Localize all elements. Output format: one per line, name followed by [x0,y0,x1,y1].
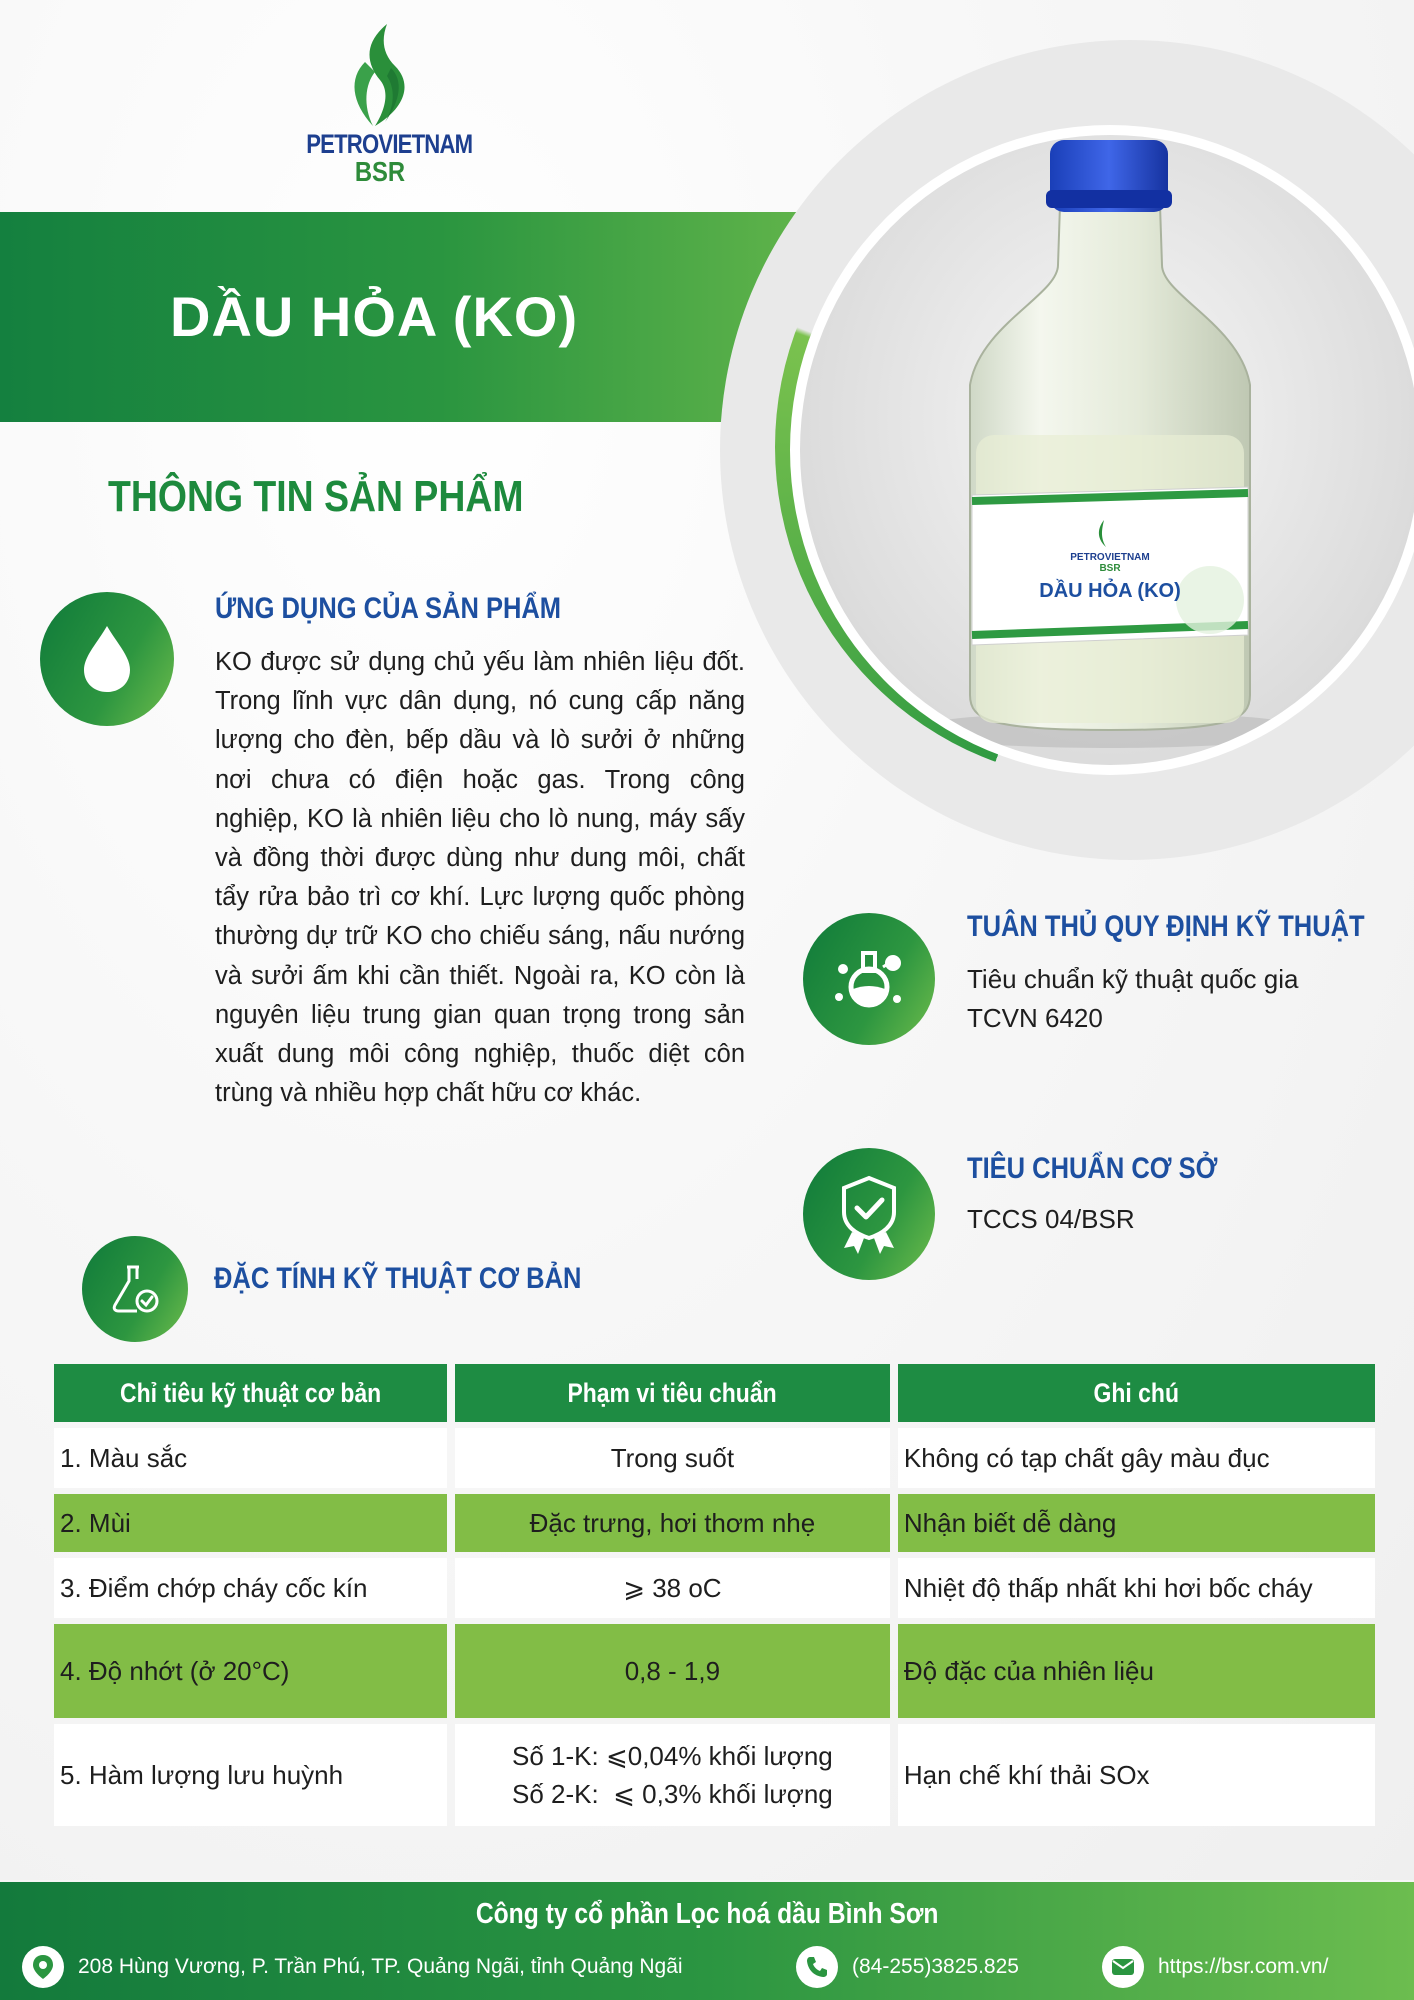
flame-leaf-icon [335,22,425,130]
table-header-row [54,1364,1375,1422]
spec-note: Nhận biết dễ dàng [898,1494,1375,1552]
spec-range: Đặc trưng, hơi thơm nhẹ [455,1494,890,1552]
beaker-check-icon [109,1263,161,1315]
bottle-label-unit: BSR [1099,563,1121,574]
phone-text: (84-255)3825.825 [852,1955,1019,1978]
usage-body: KO được sử dụng chủ yếu làm nhiên liệu đốt. Trong lĩnh vực dân dụng, nó cung cấp năng lượng cho đèn, bếp dầu và lò sưởi ở những nơi chưa có điện hoặc gas. Trong công nghiệp, KO là nhiên liệu cho lò nung, máy sấy và đồng thời được dùng như dung môi, chất tẩy rửa bảo trì cơ khí. Lực lượng quốc phòng thường dự trữ KO cho chiếu sáng, nấu nướng và sưởi ấm khi cần thiết. Ngoài ra, KO còn là nguyên liệu trung gian quan trọng trong sản xuất dung môi công nghiệp, thuốc diệt côn trùng và nhiều hợp chất hữu cơ khác. [215,648,745,1108]
compliance-line2: TCVN 6420 [967,1003,1103,1033]
standard-icon-badge [803,1148,935,1280]
spec-name: 4. Độ nhớt (ở 20°C) [54,1624,447,1718]
spec-name: 2. Mùi [54,1494,447,1552]
spec-range [455,1724,890,1826]
column-header: Phạm vi tiêu chuẩn [455,1364,890,1422]
standard-heading: TIÊU CHUẨN CƠ SỞ [967,1152,1218,1185]
spec-range: Trong suốt [455,1428,890,1488]
mail-icon [1102,1946,1144,1988]
product-title: DẦU HỎA (KO) [170,285,579,348]
standard-value: TCCS 04/BSR [967,1204,1135,1234]
specs-table [46,1358,1383,1832]
spec-note: Không có tạp chất gây màu đục [898,1428,1375,1488]
spec-range: 0,8 - 1,9 [455,1624,890,1718]
brand-name: PETROVIETNAM [306,129,473,159]
section-title: THÔNG TIN SẢN PHẨM [108,472,524,521]
website-link[interactable]: https://bsr.com.vn/ [1158,1955,1329,1978]
spec-range: ⩾ 38 oC [455,1558,890,1618]
column-header: Chỉ tiêu kỹ thuật cơ bản [54,1364,447,1422]
compliance-body [967,960,1298,1038]
address-text: 208 Hùng Vương, P. Trần Phú, TP. Quảng Ngãi, tỉnh Quảng Ngãi [78,1955,683,1978]
spec-name: 3. Điểm chớp cháy cốc kín [54,1558,447,1618]
table-row [54,1494,1375,1552]
lab-flask-icon [829,943,909,1015]
table-row [54,1558,1375,1618]
footer-website[interactable] [1102,1946,1328,1988]
spec-range-line1: Số 1-K: ⩽0,04% khối lượng [512,1741,833,1771]
spec-note: Hạn chế khí thải SOx [898,1724,1375,1826]
compliance-icon-badge [803,913,935,1045]
spec-range-line2: Số 2-K: ⩽ 0,3% khối lượng [512,1779,833,1809]
spec-name: 1. Màu sắc [54,1428,447,1488]
title-band [0,212,800,422]
usage-heading: ỨNG DỤNG CỦA SẢN PHẨM [215,592,562,625]
spec-note: Độ đặc của nhiên liệu [898,1624,1375,1718]
phone-icon [796,1946,838,1988]
table-row [54,1428,1375,1488]
usage-icon-badge [40,592,174,726]
spec-name: 5. Hàm lượng lưu huỳnh [54,1724,447,1826]
compliance-heading: TUÂN THỦ QUY ĐỊNH KỸ THUẬT [967,910,1365,943]
water-drop-icon [80,624,134,694]
bottle-label-brand: PETROVIETNAM [1070,552,1150,563]
bottle-image [800,135,1414,765]
footer-phone[interactable] [796,1946,1019,1988]
location-pin-icon [22,1946,64,1988]
shield-badge-icon [834,1174,904,1254]
table-row [54,1624,1375,1718]
brand-unit: BSR [354,156,406,187]
table-row [54,1724,1375,1826]
footer-company: Công ty cổ phần Lọc hoá dầu Bình Sơn [475,1898,939,1930]
product-photo [790,125,1414,775]
specs-icon-badge [82,1236,188,1342]
spec-note: Nhiệt độ thấp nhất khi hơi bốc cháy [898,1558,1375,1618]
compliance-line1: Tiêu chuẩn kỹ thuật quốc gia [967,964,1299,994]
footer [0,1882,1414,2000]
footer-address [22,1946,683,1988]
specs-heading: ĐẶC TÍNH KỸ THUẬT CƠ BẢN [214,1262,582,1295]
bottle-label-name: DẦU HỎA (KO) [1039,580,1181,602]
column-header: Ghi chú [898,1364,1375,1422]
brand-logo [290,22,473,202]
